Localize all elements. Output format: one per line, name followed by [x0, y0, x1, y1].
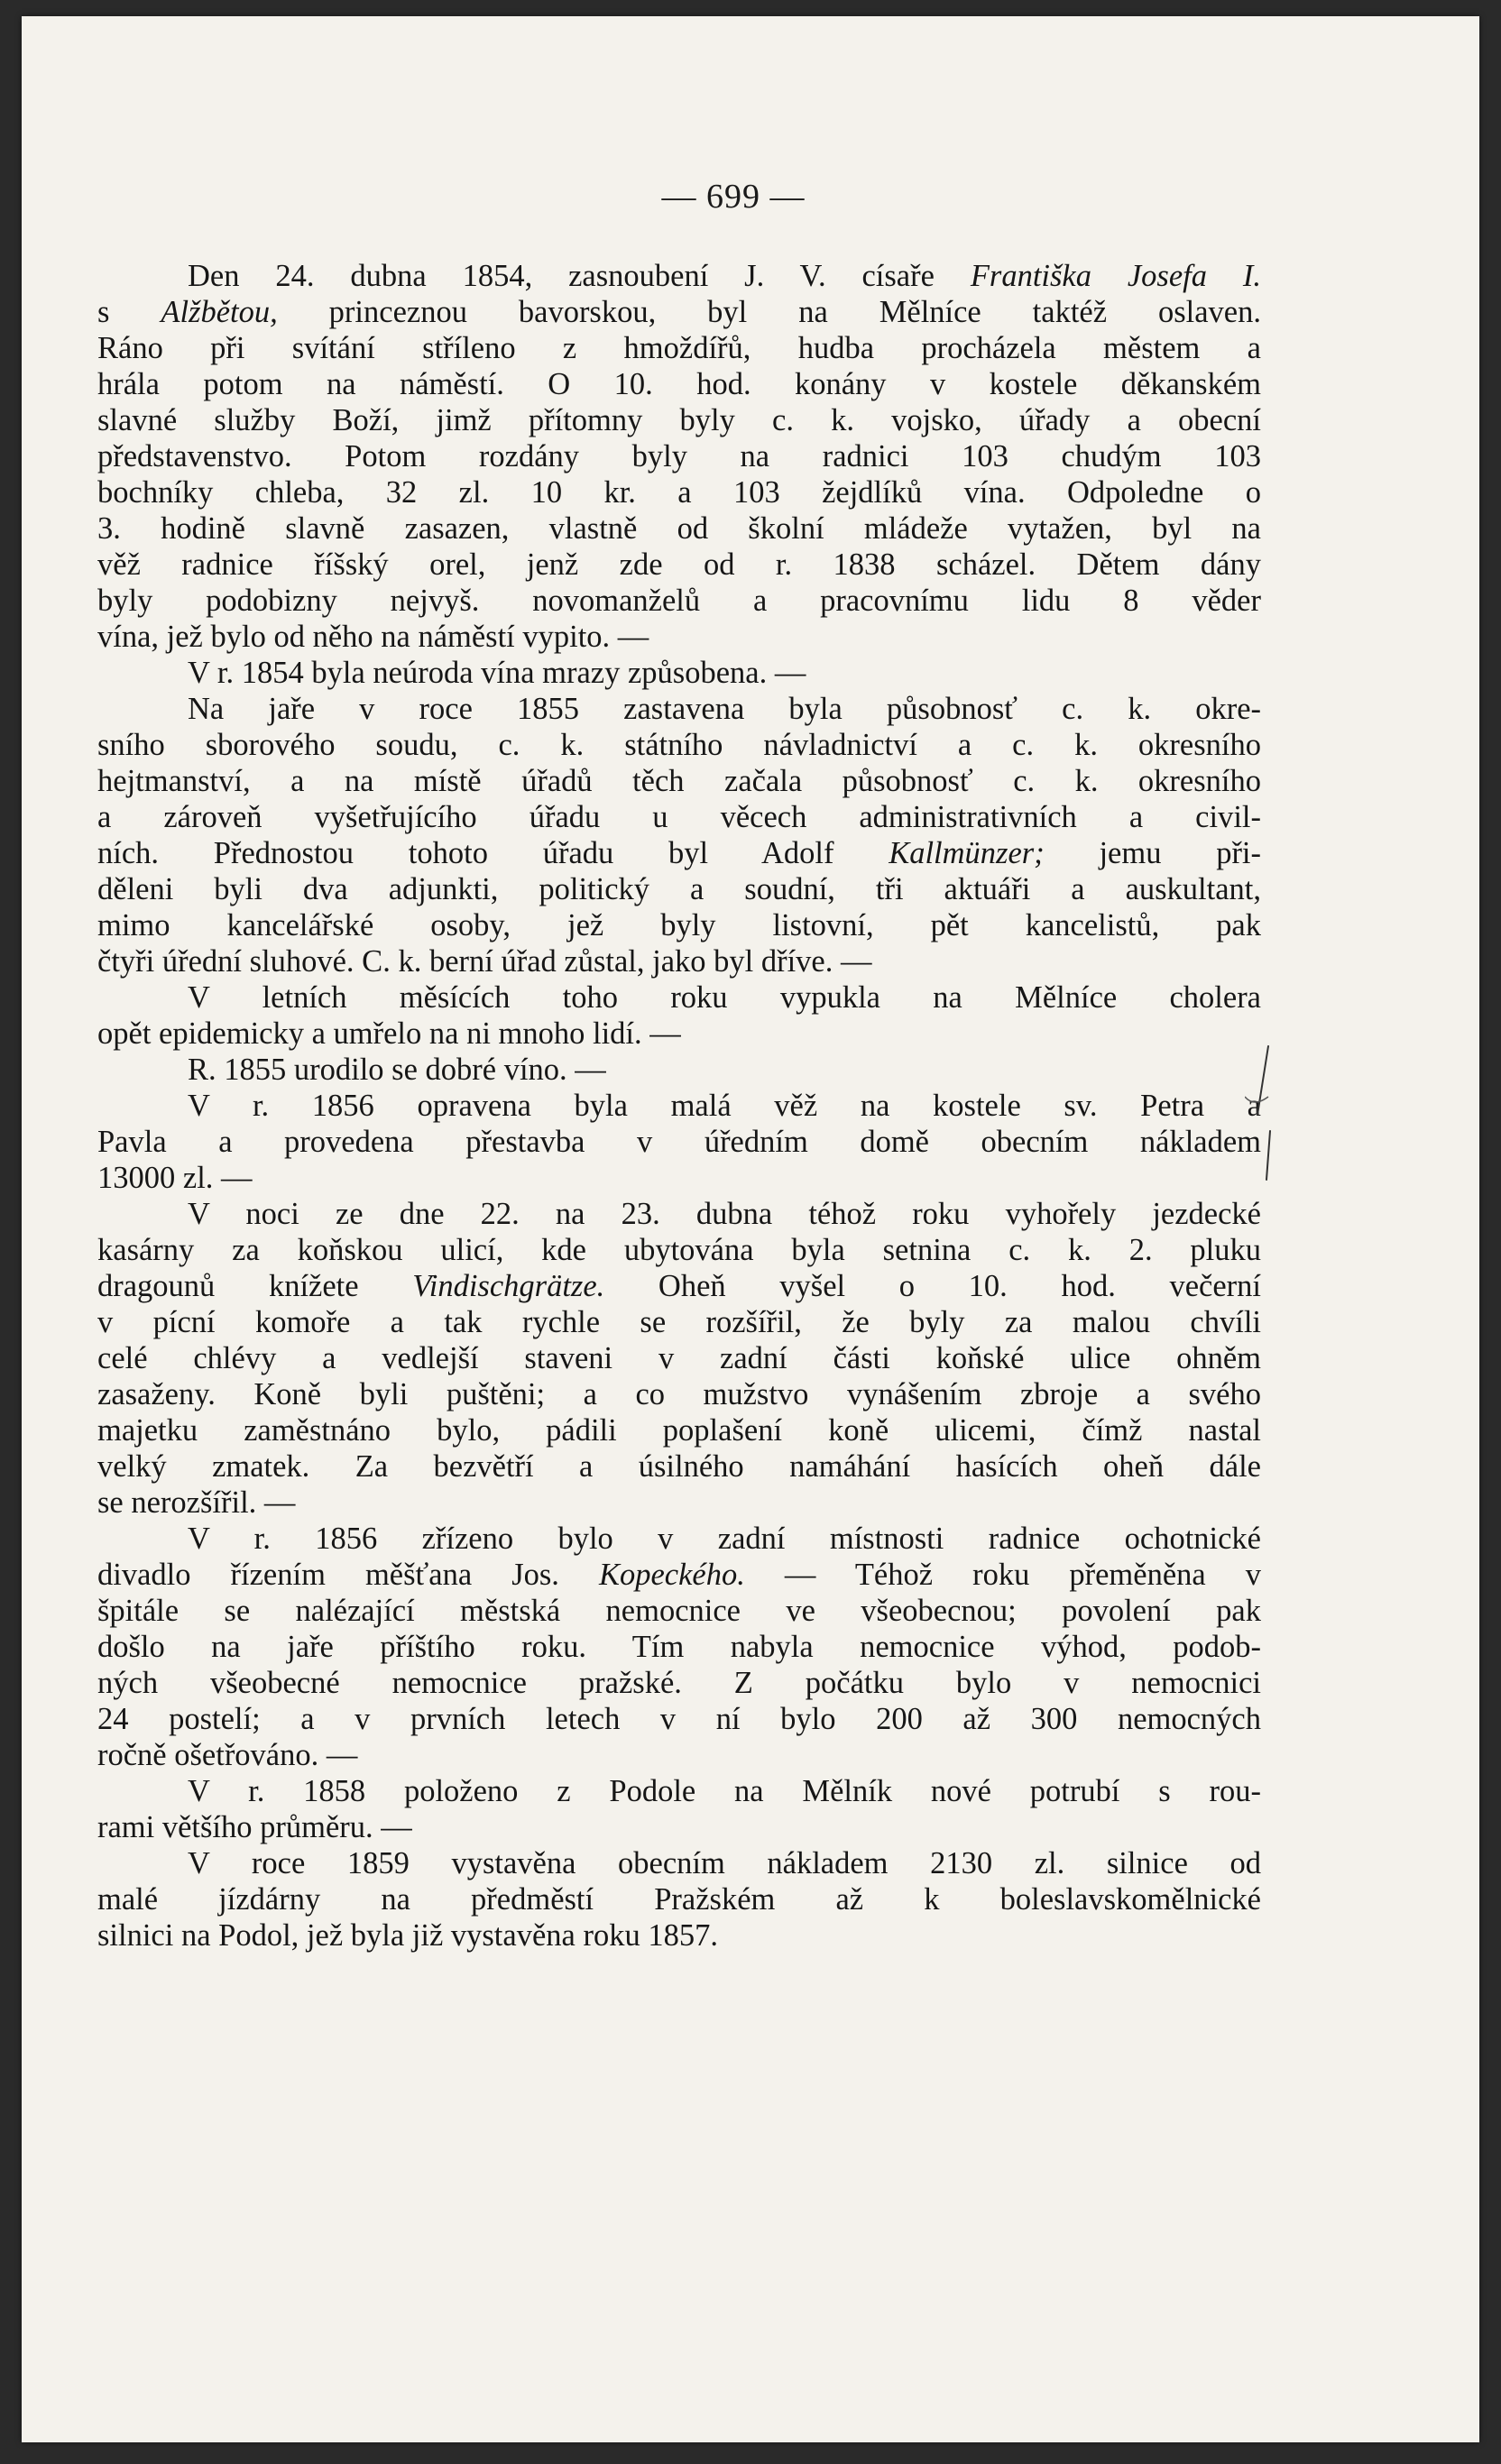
text-line [97, 1917, 1261, 1954]
text-line [97, 1124, 1261, 1160]
text-line [97, 547, 1261, 583]
text-segment: 3. hodině slavně zasazen, vlastně od školní mládeže vytažen, byl na [97, 511, 1261, 546]
text-segment: a zároveň vyšetřujícího úřadu u věcech administrativních a civil- [97, 800, 1261, 834]
text-segment: ročně ošetřováno. — [97, 1738, 358, 1772]
text-line [97, 1773, 1261, 1809]
text-segment: princeznou bavorskou, byl na Mělníce taktéž oslaven. [277, 295, 1261, 329]
body-text [97, 258, 1261, 1954]
text-segment: špitále se nalézající městská nemocnice ve všeobecnou; povolení pak [97, 1594, 1261, 1628]
text-segment: bochníky chleba, 32 zl. 10 kr. a 103 žejdlíků vína. Odpoledne o [97, 475, 1261, 510]
text-segment: V r. 1856 zřízeno bylo v zadní místnosti radnice ochotnické [188, 1522, 1261, 1556]
text-segment: děleni byli dva adjunkti, politický a soudní, tři aktuáři a auskultant, [97, 872, 1261, 906]
text-segment: jemu při- [1044, 836, 1262, 870]
text-line [97, 1665, 1261, 1701]
text-line [97, 438, 1261, 474]
text-segment: se nerozšířil. — [97, 1485, 296, 1520]
text-line [97, 691, 1261, 727]
text-line [97, 1629, 1261, 1665]
text-segment: vína, jež bylo od něho na náměstí vypito. — [97, 620, 649, 654]
text-segment: V letních měsících toho roku vypukla na Mělníce cholera [188, 980, 1261, 1015]
text-segment: Oheň vyšel o 10. hod. večerní [604, 1269, 1261, 1303]
text-segment: Pavla a provedena přestavba v úředním domě obecním nákladem [97, 1125, 1261, 1159]
text-line [97, 1737, 1261, 1773]
text-line [97, 799, 1261, 835]
text-segment: hejtmanství, a na místě úřadů těch začala působnosť c. k. okresního [97, 764, 1261, 798]
text-line [97, 619, 1261, 655]
text-line [97, 294, 1261, 330]
text-segment: R. 1855 urodilo se dobré víno. — [188, 1053, 606, 1087]
text-segment: V r. 1854 byla neúroda vína mrazy způsobena. — [188, 656, 806, 690]
page-number: — 699 — [661, 178, 806, 216]
text-line [97, 1340, 1261, 1376]
text-line [97, 366, 1261, 402]
text-line [97, 1304, 1261, 1340]
text-line [97, 1196, 1261, 1232]
text-segment: V noci ze dne 22. na 23. dubna téhož roku vyhořely jezdecké [188, 1197, 1261, 1231]
text-line [97, 1016, 1261, 1052]
text-line [97, 871, 1261, 907]
text-segment: V r. 1858 položeno z Podole na Mělník nové potrubí s rou- [188, 1774, 1261, 1808]
text-line [97, 583, 1261, 619]
text-segment: Ráno při svítání stříleno z hmoždířů, hudba procházela městem a [97, 331, 1261, 365]
text-segment: ných všeobecné nemocnice pražské. Z počátku bylo v nemocnici [97, 1666, 1261, 1700]
text-segment: V r. 1856 opravena byla malá věž na kostele sv. Petra a [188, 1089, 1261, 1123]
italic-name: Kallmünzer; [889, 836, 1045, 870]
text-line [97, 979, 1261, 1016]
text-segment: kasárny za koňskou ulicí, kde ubytována byla setnina c. k. 2. pluku [97, 1233, 1261, 1267]
text-line [97, 1485, 1261, 1521]
text-line [97, 763, 1261, 799]
text-segment: 13000 zl. — [97, 1161, 253, 1195]
text-segment: sního sborového soudu, c. k. státního návladnictví a c. k. okresního [97, 728, 1261, 762]
text-line [97, 1701, 1261, 1737]
text-line [97, 1412, 1261, 1448]
text-segment: slavné služby Boží, jimž přítomny byly c. k. vojsko, úřady a obecní [97, 403, 1261, 437]
italic-name: Františka Josefa I. [970, 259, 1261, 293]
text-segment: velký zmatek. Za bezvětří a úsilného namáhání hasících oheň dále [97, 1449, 1261, 1484]
margin-pencil-mark [1245, 1044, 1272, 1189]
document-page [22, 16, 1479, 2442]
text-segment: hrála potom na náměstí. O 10. hod. konány v kostele děkanském [97, 367, 1261, 401]
italic-name: Alžbětou, [161, 295, 278, 329]
text-segment: — Téhož roku přeměněna v [744, 1558, 1261, 1592]
text-segment: divadlo řízením měšťana Jos. [97, 1558, 599, 1592]
text-line [97, 510, 1261, 547]
text-line [97, 943, 1261, 979]
italic-name: Kopeckého. [598, 1558, 745, 1592]
text-segment: věž radnice říšský orel, jenž zde od r. 1838 scházel. Dětem dány [97, 547, 1261, 582]
text-line [97, 1160, 1261, 1196]
text-line [97, 258, 1261, 294]
text-line [97, 1268, 1261, 1304]
text-line [97, 1557, 1261, 1593]
text-line [97, 330, 1261, 366]
text-line [97, 1448, 1261, 1485]
text-line [97, 1881, 1261, 1917]
text-segment: došlo na jaře příštího roku. Tím nabyla nemocnice výhod, podob- [97, 1630, 1261, 1664]
text-segment: silnici na Podol, jež byla již vystavěna roku 1857. [97, 1918, 718, 1953]
text-line [97, 1052, 1261, 1088]
text-line [97, 1521, 1261, 1557]
text-segment: 24 postelí; a v prvních letech v ní bylo 200 až 300 nemocných [97, 1702, 1261, 1736]
italic-name: Vindischgrätze. [412, 1269, 605, 1303]
text-segment: majetku zaměstnáno bylo, pádili poplašení koně ulicemi, čímž nastal [97, 1413, 1261, 1448]
text-segment: opět epidemicky a umřelo na ni mnoho lidí. — [97, 1016, 681, 1051]
text-segment: dragounů knížete [97, 1269, 413, 1303]
text-segment: Den 24. dubna 1854, zasnoubení J. V. císaře [188, 259, 971, 293]
text-segment: byly podobizny nejvyš. novomanželů a pracovnímu lidu 8 věder [97, 584, 1261, 618]
text-line [97, 402, 1261, 438]
text-segment: Na jaře v roce 1855 zastavena byla působnosť c. k. okre- [188, 692, 1261, 726]
text-line [97, 1593, 1261, 1629]
text-segment: v pícní komoře a tak rychle se rozšířil, že byly za malou chvíli [97, 1305, 1261, 1339]
text-segment: čtyři úřední sluhové. C. k. berní úřad zůstal, jako byl dříve. — [97, 944, 872, 979]
text-line [97, 1088, 1261, 1124]
text-line [97, 474, 1261, 510]
text-line [97, 835, 1261, 871]
text-line [97, 1232, 1261, 1268]
text-line [97, 1376, 1261, 1412]
text-line [97, 907, 1261, 943]
text-segment: malé jízdárny na předměstí Pražském až k boleslavskomělnické [97, 1882, 1261, 1917]
text-segment: mimo kancelářské osoby, jež byly listovní, pět kancelistů, pak [97, 908, 1261, 942]
text-line [97, 1845, 1261, 1881]
text-line [97, 655, 1261, 691]
text-segment: s [97, 295, 161, 329]
text-segment: celé chlévy a vedlejší staveni v zadní části koňské ulice ohněm [97, 1341, 1261, 1375]
text-segment: zasaženy. Koně byli puštěni; a co mužstvo vynášením zbroje a svého [97, 1377, 1261, 1411]
text-line [97, 1809, 1261, 1845]
text-segment: ních. Přednostou tohoto úřadu byl Adolf [97, 836, 889, 870]
text-segment: V roce 1859 vystavěna obecním nákladem 2130 zl. silnice od [188, 1846, 1261, 1880]
text-line [97, 727, 1261, 763]
text-segment: rami většího průměru. — [97, 1810, 412, 1844]
text-segment: představenstvo. Potom rozdány byly na radnici 103 chudým 103 [97, 439, 1261, 473]
